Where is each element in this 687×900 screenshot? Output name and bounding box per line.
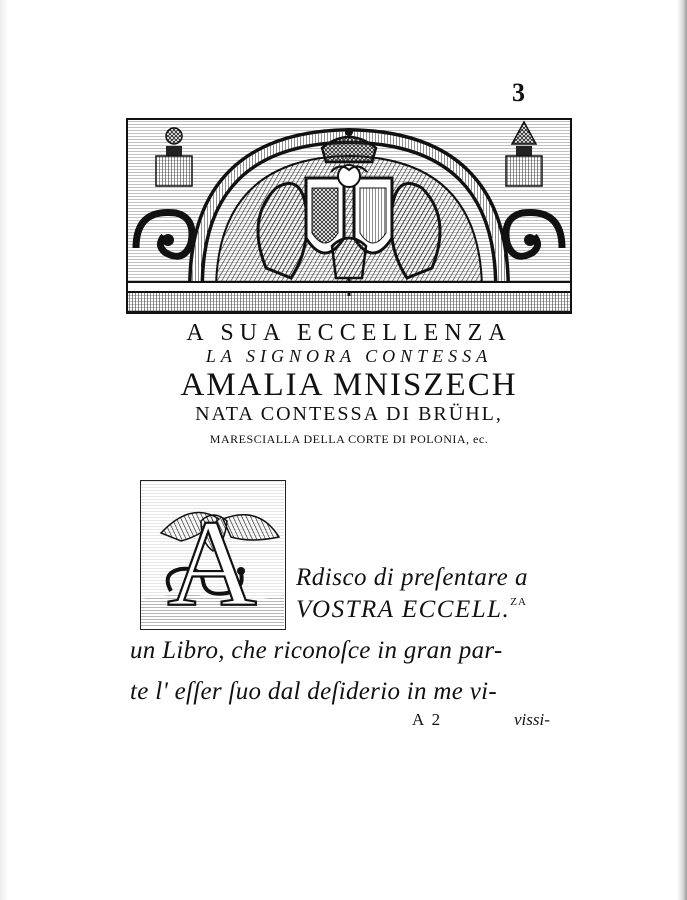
initial-letter: A — [167, 495, 257, 628]
decorated-initial — [140, 480, 286, 630]
page-number: 3 — [512, 78, 525, 107]
signature-mark: A 2 — [412, 710, 443, 729]
headpiece-engraving — [126, 118, 572, 314]
body-line-2-superscript: ZA — [510, 596, 527, 608]
body-line-3: un Libro, che riconoſce in gran par- — [130, 637, 503, 664]
dedication-line-5: MARESCIALLA DELLA CORTE DI POLONIA, ec. — [209, 432, 489, 446]
body-line-2 — [296, 596, 527, 624]
dedication-line-1: A SUA ECCELLENZA — [186, 320, 512, 346]
body-line-1: Rdisco di preſentare a — [296, 564, 529, 591]
page-right-edge — [677, 0, 687, 900]
dedication-name: AMALIA MNISZECH — [180, 367, 518, 403]
catchword: vissi- — [514, 710, 550, 729]
dedication-line-4: NATA CONTESSA DI BRÜHL, — [195, 403, 503, 425]
dedication-line-2: LA SIGNORA CONTESSA — [205, 346, 493, 366]
body-line-2-text: VOSTRA ECCELL. — [296, 596, 511, 623]
page-left-edge — [0, 0, 8, 900]
body-line-4: te l' eſſer ſuo dal deſiderio in me vi- — [130, 678, 497, 705]
